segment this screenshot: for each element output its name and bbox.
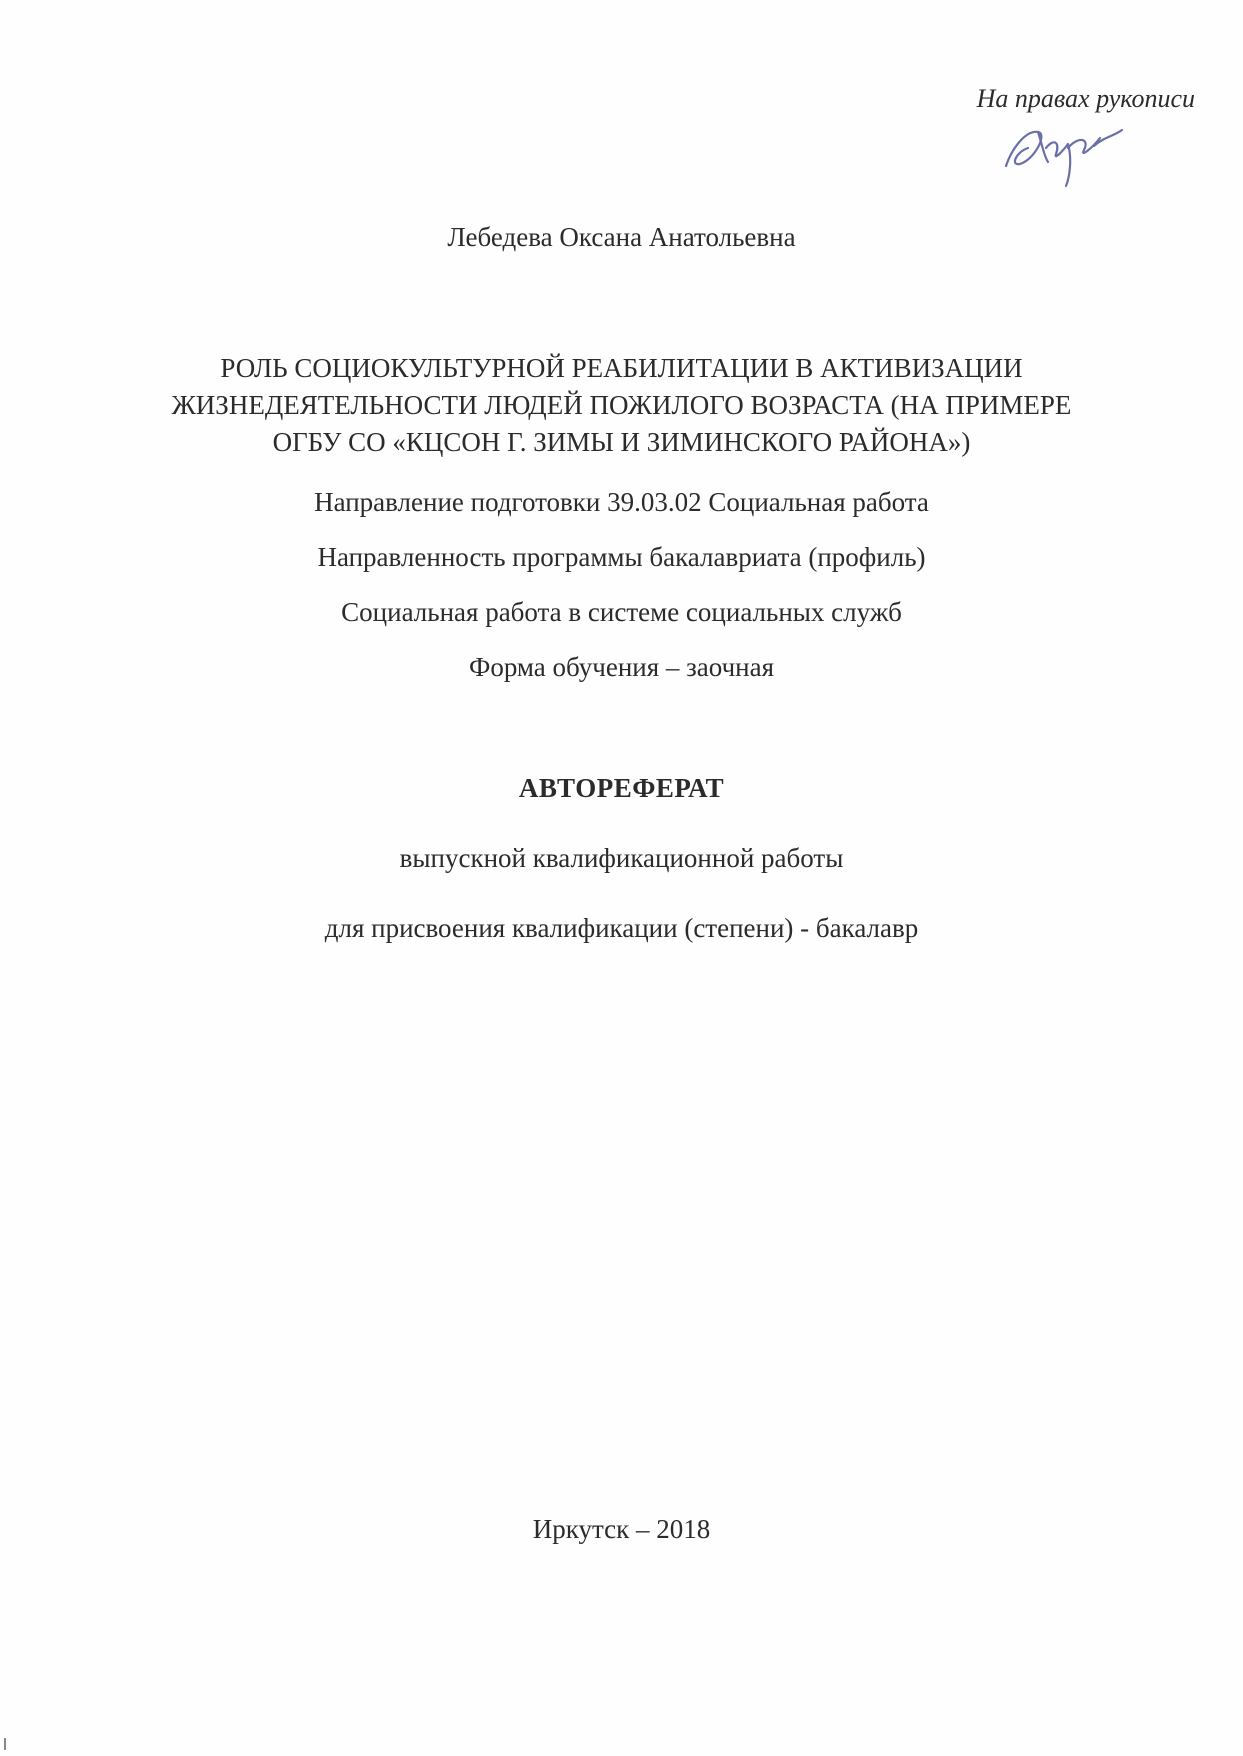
city-year: Иркутск – 2018 bbox=[532, 1514, 711, 1544]
author-name: Лебедева Оксана Анатольевна bbox=[447, 222, 796, 252]
handwritten-signature bbox=[998, 108, 1128, 188]
document-type: АВТОРЕФЕРАТ bbox=[518, 773, 725, 803]
title-line: РОЛЬ СОЦИОКУЛЬТУРНОЙ РЕАБИЛИТАЦИИ В АКТИВИЗАЦИИ bbox=[220, 353, 1023, 383]
study-form: Форма обучения – заочная bbox=[468, 652, 775, 682]
title-line: ОГБУ СО «КЦСОН Г. ЗИМЫ И ЗИМИНСКОГО РАЙОНА») bbox=[272, 427, 971, 457]
title-line: ЖИЗНЕДЕЯТЕЛЬНОСТИ ЛЮДЕЙ ПОЖИЛОГО ВОЗРАСТА (НА ПРИМЕРЕ bbox=[171, 390, 1072, 420]
thesis-title bbox=[0, 350, 1243, 461]
rights-note: На правах рукописи bbox=[976, 84, 1195, 113]
profile-value: Социальная работа в системе социальных служб bbox=[341, 597, 902, 627]
training-direction: Направление подготовки 39.03.02 Социальная работа bbox=[314, 487, 929, 517]
scan-edge-mark bbox=[4, 1738, 6, 1750]
profile-label: Направленность программы бакалавриата (профиль) bbox=[317, 542, 926, 572]
qualification-line: для присвоения квалификации (степени) - бакалавр bbox=[324, 913, 919, 943]
document-subtitle: выпускной квалификационной работы bbox=[399, 843, 844, 873]
